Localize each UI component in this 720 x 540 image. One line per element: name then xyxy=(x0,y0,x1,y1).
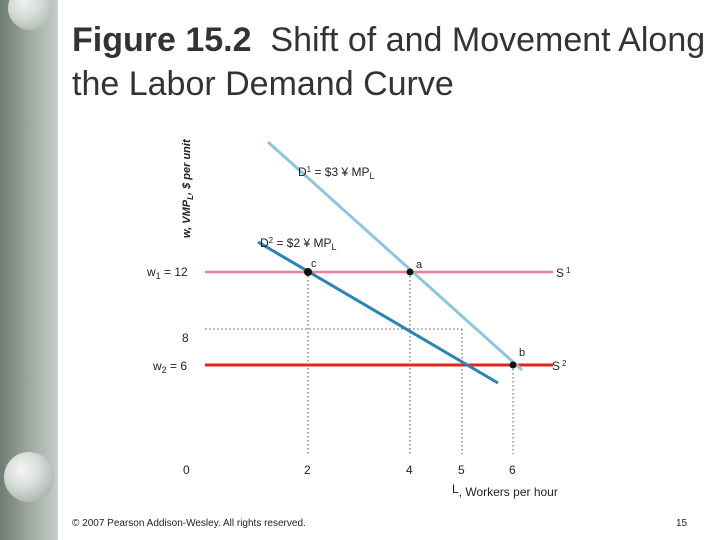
x-axis-label: L, Workers per hour xyxy=(452,482,558,499)
y-tick-w1: $w_1 = 12$ xyxy=(147,265,188,281)
x-tick-0: 0 xyxy=(183,463,190,477)
title-figure-number: Figure 15.2 xyxy=(72,21,252,59)
s2-label: S $^2$ xyxy=(552,359,567,373)
x-tick-4: 4 xyxy=(406,463,413,477)
slide-number: 15 xyxy=(676,518,688,529)
y-tick-w2: $w_2 = 6$ xyxy=(153,359,188,375)
point-b-marker xyxy=(510,362,517,369)
point-a-marker xyxy=(407,269,414,276)
point-b-label: b xyxy=(519,347,526,359)
y-axis-label: w, $VMP_L$, $ per unit xyxy=(181,139,195,238)
x-tick-2: 2 xyxy=(304,463,311,477)
d1-label: $D^1$ = $3 ¥ $MP_L$ xyxy=(298,165,375,181)
x-tick-6: 6 xyxy=(509,463,516,477)
title-text: Shift of and Movement Along the Labor Demand Curve xyxy=(72,21,706,103)
point-c-label: c xyxy=(311,258,317,270)
demand-curve-d2 xyxy=(258,242,498,383)
d2-label: $D^2$ = $2 ¥ $MP_L$ xyxy=(260,236,337,252)
x-tick-5: 5 xyxy=(458,463,465,477)
copyright-notice: © 2007 Pearson Addison-Wesley. All rights reserved. xyxy=(72,518,306,529)
point-a-label: a xyxy=(416,259,423,271)
y-tick-8: 8 xyxy=(182,331,189,345)
s1-label: S $^1$ xyxy=(556,266,571,280)
